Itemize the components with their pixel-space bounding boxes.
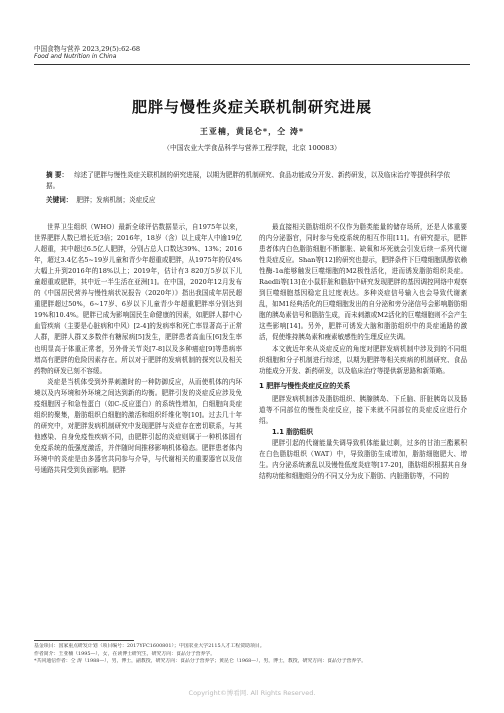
- body-paragraph: 最直接相关脂肪组织不仅作为脂类能量的储存场所，还是人体重要的内分泌器官，同时参与免疫系统的相互作用[11]。有研究提示，肥胖患者体内白色脂肪细胞不断膨胀、缺氧和坏死就会引发后续一系列代谢性炎症反应。Shan等[12]的研究也提示，肥胖条件下巨噬细胞肌醇依赖性酶-1α能够触发巨噬细胞的M2极性活化，进而诱发脂肪组织炎症。Raedli等[13]在小鼠肝脏和脂肪中研究发现肥胖的基因调控网络中观察到巨噬细胞基因稳定且过度表达。多种炎症信号输入也会导致代谢紊乱，如M1经典活化的巨噬细胞发出的自分泌和旁分泌信号会影响脂肪细胞的胰岛素信号和脂肪生成，而未刺激或M2活化的巨噬细胞则不会产生这些影响[14]。另外，肥胖可诱发大脑和脂肪组织中的炎症通路的激活，促使维持胰岛素和瘦素敏感性的生理反应失调。: [259, 223, 467, 342]
- footnote-funding: 基金项目：国家重点研发计划（项目编号：2017YFC1600801）；中国农业大学2115人才工程资助项目。: [34, 643, 265, 649]
- keywords-label: 关键词：: [46, 196, 73, 204]
- body-column-right: [259, 222, 467, 482]
- body-paragraph: 肥胖引起的代谢能量失调导致机体能量过剩，过多的甘油三酯累积在白色脂肪组织（WAT）中，导致脂肪生成增加，脂肪细胞肥大、增生。内分泌系统紊乱以及慢性低度炎症等[17-20]，脂肪组织根据其自身结构功能和细胞组分的不同又分为皮下脂肪、内脏脂肪等，不同的: [259, 438, 467, 481]
- abstract-text: 综述了肥胖与慢性炎症关联机制的研究进展，以期为肥胖的机制研究、食品功能成分开发、新药研发，以及临床治疗等提供科学依据。: [46, 171, 450, 190]
- keywords: [46, 195, 460, 205]
- section-heading: 1 肥胖与慢性炎症反应的关系: [259, 381, 351, 390]
- author-affiliation: （中国农业大学食品科学与营养工程学院，北京 100083）: [163, 144, 341, 152]
- keywords-text: 肥胖；发病机制；炎症反应: [76, 196, 156, 204]
- footnote-corresponding: *共同通信作者：仝 涛（1988—），男，博士，副教授，研究方向：食品分子营养学；黄昆仑（1968—），男，博士，教授，研究方向：食品分子营养学。: [34, 658, 367, 665]
- body-paragraph: 肥胖发病机制涉及脂肪组织、胰腺胰岛、下丘脑、肝脏胰岛以及肠道等不同部位的慢性炎症反应，接下来就不同部位的炎症反应进行介绍。: [259, 394, 467, 425]
- footnotes: [34, 643, 474, 666]
- journal-header: [34, 45, 140, 62]
- paper-title: 肥胖与慢性炎症关联机制研究进展: [131, 98, 372, 116]
- footnote-author-bio: 作者简介：王亚楠（1995—），女，在读博士研究生，研究方向：食品分子营养学。: [34, 650, 216, 657]
- subsection-heading: 1.1 脂肪组织: [272, 427, 313, 436]
- journal-citation: 中国食物与营养 2023,29(5):62-68: [34, 45, 141, 53]
- copyright-watermark: Copyright©博看网. All Rights Reserved.: [188, 689, 316, 697]
- footnote-rule: [34, 640, 134, 641]
- header-rule: [34, 64, 470, 65]
- paper-authors: 王亚楠，黄昆仑*，仝 涛*: [199, 126, 305, 136]
- journal-name-en: Food and Nutrition in China: [34, 53, 117, 61]
- body-paragraph: 本文就近年来从炎症反应的角度对肥胖发病机制中涉及到的不同组织细胞和分子机制进行综述，以期为肥胖等相关疾病的机制研究、食品功能成分开发、新药研发，以及临床治疗等提供新思路和新策略。: [259, 344, 467, 375]
- body-paragraph: 世界卫生组织（WHO）最新全球评估数据显示，自1975年以来，世界肥胖人数已增长近3倍；2016年，18岁（含）以上成年人中逾19亿人超重，其中超过6.5亿人肥胖，分别占总人口数达39%、13%；2016年，超过3.4亿名5~19岁儿童和青少年超重或肥胖，从1975年的仅4%大幅上升到2016年的18%以上；2019年，估计有3 820万5岁以下儿童超重或肥胖，其中近一半生活在亚洲[1]。在中国，2020年12月发布的《中国居民营养与慢性病状况报告（2020年）》指出我国成年居民超重肥胖超过50%，6~17岁、6岁以下儿童青少年超重肥胖率分别达到19%和10.4%。肥胖已成为影响国民生命健康的因素，如肥胖人群中心血管疾病（主要是心脏病和中风）[2-4]的发病率和死亡率显著高于正常人群，肥胖人群又多数伴有糖尿病[5]发生，肥胖患者高血压[6]发生率也明显高于体重正常者，另外骨关节炎[7-8]以及多种癌症[9]等患病率增高有肥胖的危险因素存在。所以对于肥胖的发病机制的探究以及相关药物的研发已刻不容缓。: [34, 223, 242, 375]
- abstract: [46, 170, 460, 191]
- body-paragraph: 炎症是当机体受到外界刺激时的一种防御反应，从而使机体的内环境以及内环境和外环境之间达到新的均衡。肥胖引发的炎症反应涉及免疫细胞因子和急性蛋白（如C-反应蛋白）的系统性增加，白细胞向炎症组织的聚集，脂肪组织白细胞的激活和组织纤维化等[10]。过去几十年的研究中，对肥胖发病机制研究中发现肥胖与炎症存在密切联系，与其他感染、自身免疫性疾病不同，由肥胖引起的炎症则属于一种机体固有免疫系统的低强度激活，并伴随时间推移影响机体稳态。肥胖患者体内环境中的炎症是由多器官共同参与介导，与代谢相关的重要器官以及信号通路共同受到负面影响。肥胖: [34, 377, 242, 475]
- abstract-label: 摘 要：: [46, 171, 69, 179]
- body-column-left: [34, 222, 242, 476]
